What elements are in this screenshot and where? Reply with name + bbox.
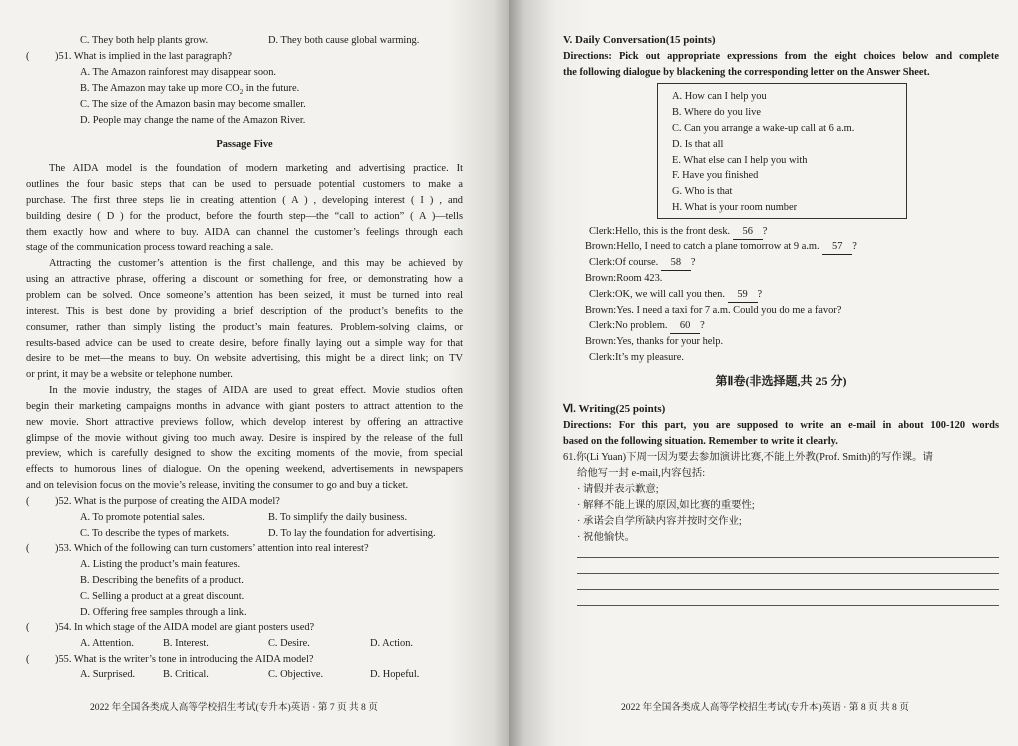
answer-blank: 60 — [670, 318, 700, 334]
choice-d: D. Is that all — [672, 139, 724, 150]
q51-option-a: A. The Amazon rainforest may disappear soon. — [80, 67, 277, 78]
choice-e: E. What else can I help you with — [672, 155, 808, 166]
passage-line: them exactly how and where to buy. AIDA can channel the customer’s feelings through each — [26, 227, 463, 238]
q52-paren: ( — [26, 496, 30, 507]
q61-bullet: · 解释不能上课的原因,如比赛的重要性; — [577, 500, 755, 511]
q54-option-d: D. Action. — [370, 638, 414, 649]
passage-line: outlines the four basic steps that can be used to persuade potential customers to make a — [26, 179, 463, 190]
choice-g: G. Who is that — [672, 186, 733, 197]
passage-line: interest. This is best done by providing a brief description of the product’s benefits to the — [26, 306, 463, 317]
passage-line: and on television focus on the movie’s release, inviting the consumer to go and buy a ticket. — [26, 480, 409, 491]
choice-h: H. What is your room number — [672, 202, 798, 213]
passage-line: using an attractive phrase, offering a discount or something for free, or demonstrating how a — [26, 274, 463, 285]
q54-option-b: B. Interest. — [163, 638, 209, 649]
writing-line[interactable] — [577, 557, 999, 558]
passage-line: Attracting the customer’s attention is the first challenge, and this may be achieved by — [49, 258, 463, 269]
q51-option-d: D. People may change the name of the Amazon River. — [80, 115, 306, 126]
q51-option-b: B. The Amazon may take up more $CO_2$ in the future. — [80, 83, 300, 97]
writing-line[interactable] — [577, 573, 999, 574]
q53-option-a: A. Listing the product’s main features. — [80, 559, 241, 570]
passage-line: building desire ( D ) for the product, before the fourth step—the “call to action” ( A )—tells — [26, 211, 463, 222]
directions-line-1: Directions: Pick out appropriate expressions from the eight choices below and complete — [563, 51, 999, 62]
passage-line: preview, which is carefully designed to show the exciting moments of the movie, from special — [26, 448, 463, 459]
q61-bullet: · 承诺会自学所缺内容并按时交作业; — [577, 516, 742, 527]
q53-paren: ( — [26, 543, 30, 554]
passage-line: problem can be solved. Once someone’s attention has been seized, it must be turned into real — [26, 290, 463, 301]
passage-line: purchase. The first three steps lie in creating attention ( A ) , developing interest ( I ) , and — [26, 195, 463, 206]
passage-line: glimpse of the movie without giving too much away. Desire is inspired by the release of the full — [26, 433, 463, 444]
writing-line[interactable] — [577, 605, 999, 606]
passage-line: The AIDA model is the foundation of modern marketing and advertising practice. It — [49, 163, 463, 174]
section-5-title: V. Daily Conversation(15 points) — [563, 34, 716, 46]
q52-stem: )52. What is the purpose of creating the AIDA model? — [55, 496, 280, 507]
passage-line: consumer, rather than simply listing the product’s main features. Problem-solving claims, or — [26, 322, 463, 333]
passage-line: begin their marketing campaigns months in advance with giant posters to attract attention to the — [26, 401, 463, 412]
q53-option-d: D. Offering free samples through a link. — [80, 607, 247, 618]
dialogue-line: Clerk:OK, we will call you then. 59 ? — [589, 287, 762, 303]
q61-bullet: · 请假并表示歉意; — [577, 484, 659, 495]
passage-line: In the movie industry, the stages of AIDA are used to great effect. Movie studios often — [49, 385, 463, 396]
passage-title: Passage Five — [216, 139, 273, 150]
q55-option-b: B. Critical. — [163, 669, 209, 680]
q52-option-b: B. To simplify the daily business. — [268, 512, 408, 523]
directions-line-2: the following dialogue by blackening the corresponding letter on the Answer Sheet. — [563, 67, 930, 78]
answer-blank: 57 — [822, 239, 852, 255]
passage-line: desire to be met—the means to buy. On website advertising, this might be a direct link; on TV — [26, 353, 463, 364]
q52-option-c: C. To describe the types of markets. — [80, 528, 230, 539]
q54-paren: ( — [26, 622, 30, 633]
q51-paren: ( — [26, 51, 30, 62]
section-6-title: Ⅵ. Writing(25 points) — [563, 403, 666, 415]
dialogue-line: Brown:Yes. I need a taxi for 7 a.m. Could you do me a favor? — [585, 305, 842, 316]
q53-stem: )53. Which of the following can turn customers’ attention into real interest? — [55, 543, 369, 554]
part-2-title: 第Ⅱ卷(非选择题,共 25 分) — [715, 374, 847, 388]
q53-option-b: B. Describing the benefits of a product. — [80, 575, 244, 586]
q54-option-c: C. Desire. — [268, 638, 310, 649]
q50-option-c: C. They both help plants grow. — [80, 35, 209, 46]
passage-line: stage of the communication process toward reaching a sale. — [26, 242, 274, 253]
passage-line: new movie. Short attractive previews follow, which develop interest by offering an attractive — [26, 417, 463, 428]
q54-option-a: A. Attention. — [80, 638, 134, 649]
passage-line: effects to humorous lines of dialogue. On the opening weekend, advertisements in newspapers — [26, 464, 463, 475]
page-footer: 2022 年全国各类成人高等学校招生考试(专升本)英语 · 第 7 页 共 8 页 — [90, 702, 378, 713]
choice-a: A. How can I help you — [672, 91, 767, 102]
q61-prompt-line-1: 61.你(Li Yuan)下周一因为要去参加演讲比赛,不能上外教(Prof. Smith)的写作课。请 — [563, 452, 933, 463]
dialogue-line: Clerk:It’s my pleasure. — [589, 352, 684, 363]
dialogue-line: Clerk:Of course. 58 ? — [589, 255, 696, 271]
writing-directions-line-1: Directions: For this part, you are supposed to write an e-mail in about 100-120 words — [563, 420, 999, 431]
choice-b: B. Where do you live — [672, 107, 761, 118]
q55-stem: )55. What is the writer’s tone in introducing the AIDA model? — [55, 654, 314, 665]
q55-paren: ( — [26, 654, 30, 665]
dialogue-line: Clerk:No problem. 60 ? — [589, 318, 705, 334]
page-footer: 2022 年全国各类成人高等学校招生考试(专升本)英语 · 第 8 页 共 8 页 — [621, 702, 909, 713]
dialogue-line: Brown:Room 423. — [585, 273, 663, 284]
q61-prompt-line-2: 给他写一封 e-mail,内容包括: — [577, 468, 706, 479]
q52-option-d: D. To lay the foundation for advertising. — [268, 528, 436, 539]
answer-blank: 56 — [733, 224, 763, 240]
q52-option-a: A. To promote potential sales. — [80, 512, 205, 523]
q55-option-d: D. Hopeful. — [370, 669, 420, 680]
q55-option-c: C. Objective. — [268, 669, 324, 680]
writing-line[interactable] — [577, 589, 999, 590]
answer-blank: 58 — [661, 255, 691, 271]
page-8 — [509, 0, 1018, 746]
dialogue-line: Brown:Yes, thanks for your help. — [585, 336, 724, 347]
choice-f: F. Have you finished — [672, 170, 759, 181]
writing-directions-line-2: based on the following situation. Remember to write it clearly. — [563, 436, 838, 447]
q51-option-c: C. The size of the Amazon basin may become smaller. — [80, 99, 306, 110]
passage-line: results-based advice can be used to create desire, before finally laying out a simple way for that — [26, 338, 463, 349]
q61-bullet: · 祝他愉快。 — [577, 532, 636, 543]
q50-option-d: D. They both cause global warming. — [268, 35, 420, 46]
q54-stem: )54. In which stage of the AIDA model are giant posters used? — [55, 622, 315, 633]
choice-c: C. Can you arrange a wake-up call at 6 a.m. — [672, 123, 855, 134]
dialogue-line: Clerk:Hello, this is the front desk. 56 ? — [589, 224, 767, 240]
dialogue-line: Brown:Hello, I need to catch a plane tomorrow at 9 a.m. 57 ? — [585, 239, 857, 255]
q51-stem: )51. What is implied in the last paragraph? — [55, 51, 232, 62]
q55-option-a: A. Surprised. — [80, 669, 136, 680]
passage-line: or print, it may be a website or telephone number. — [26, 369, 233, 380]
answer-blank: 59 — [728, 287, 758, 303]
q53-option-c: C. Selling a product at a great discount. — [80, 591, 245, 602]
